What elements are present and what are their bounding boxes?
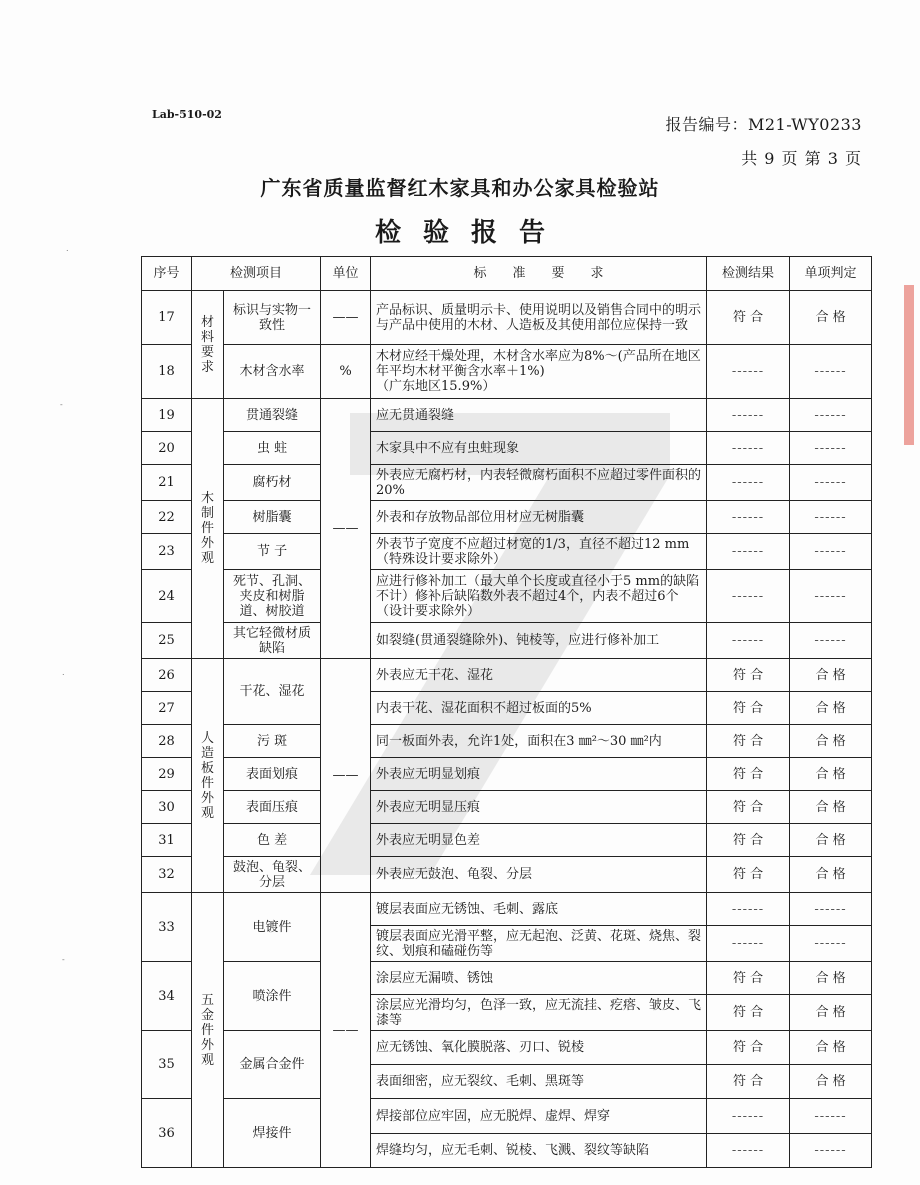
col-unit: 单位 (321, 257, 371, 291)
row-verdict: ------ (790, 432, 872, 465)
row-item: 污 斑 (224, 725, 321, 758)
row-requirement: 产品标识、质量明示卡、使用说明以及销售合同中的明示与产品中使用的木材、人造板及其使用部位应保持一致 (371, 291, 707, 345)
row-result: ------ (707, 1099, 790, 1134)
row-seq: 34 (142, 962, 192, 1031)
row-seq: 35 (142, 1031, 192, 1099)
row-result: 符 合 (707, 857, 790, 893)
row-result: 符 合 (707, 995, 790, 1031)
row-seq: 31 (142, 824, 192, 857)
row-requirement: 应无贯通裂缝 (371, 399, 707, 432)
row-item: 贯通裂缝 (224, 399, 321, 432)
row-result: 符 合 (707, 692, 790, 725)
row-requirement: 外表应无明显压痕 (371, 791, 707, 824)
row-verdict: 合 格 (790, 291, 872, 345)
red-stamp-edge (904, 285, 914, 445)
row-requirement: 内表干花、湿花面积不超过板面的5% (371, 692, 707, 725)
row-requirement: 表面细密，应无裂纹、毛刺、黑斑等 (371, 1065, 707, 1099)
table-row (142, 570, 872, 623)
table-row (142, 291, 872, 345)
group-label: 人造板件外观 (192, 659, 224, 893)
row-seq: 27 (142, 692, 192, 725)
row-requirement: 镀层表面应光滑平整，应无起泡、泛黄、花斑、烧焦、裂纹、划痕和磕碰伤等 (371, 926, 707, 962)
row-item: 腐朽材 (224, 465, 321, 501)
row-seq: 30 (142, 791, 192, 824)
group-label: 木制件外观 (192, 399, 224, 659)
row-requirement: 外表应无干花、湿花 (371, 659, 707, 692)
row-requirement: 镀层表面应无锈蚀、毛刺、露底 (371, 893, 707, 926)
row-result: 符 合 (707, 1031, 790, 1065)
group-label: 五金件外观 (192, 893, 224, 1168)
row-item: 其它轻微材质缺陷 (224, 623, 321, 659)
col-requirement: 标 准 要 求 (371, 257, 707, 291)
table-row (142, 791, 872, 824)
table-row (142, 501, 872, 534)
row-seq: 17 (142, 291, 192, 345)
row-verdict: ------ (790, 623, 872, 659)
row-requirement: 同一板面外表，允许1处，面积在3 ㎜²～30 ㎜²内 (371, 725, 707, 758)
row-verdict: ------ (790, 534, 872, 570)
row-seq: 32 (142, 857, 192, 893)
col-result: 检测结果 (707, 257, 790, 291)
row-verdict: ------ (790, 1134, 872, 1168)
row-verdict: 合 格 (790, 692, 872, 725)
row-requirement: 外表节子宽度不应超过材宽的1/3，直径不超过12 mm（特殊设计要求除外） (371, 534, 707, 570)
row-unit: —— (321, 893, 371, 1168)
row-result: 符 合 (707, 962, 790, 995)
row-verdict: ------ (790, 501, 872, 534)
col-item: 检测项目 (192, 257, 321, 291)
table-row (142, 659, 872, 692)
row-verdict: ------ (790, 570, 872, 623)
table-row (142, 857, 872, 893)
row-verdict: 合 格 (790, 962, 872, 995)
row-item: 虫 蛀 (224, 432, 321, 465)
row-seq: 36 (142, 1099, 192, 1168)
row-item: 喷涂件 (224, 962, 321, 1031)
report-number: 报告编号：M21-WY0233 (665, 115, 862, 134)
row-item: 金属合金件 (224, 1031, 321, 1099)
row-result: 符 合 (707, 758, 790, 791)
table-row (142, 1031, 872, 1065)
row-seq: 26 (142, 659, 192, 692)
row-seq: 33 (142, 893, 192, 962)
row-requirement: 外表应无腐朽材，内表轻微腐朽面积不应超过零件面积的20% (371, 465, 707, 501)
row-item: 树脂囊 (224, 501, 321, 534)
row-item: 标识与实物一致性 (224, 291, 321, 345)
col-seq: 序号 (142, 257, 192, 291)
row-verdict: ------ (790, 893, 872, 926)
scan-dot: . (62, 668, 65, 677)
row-requirement: 如裂缝(贯通裂缝除外)、钝棱等，应进行修补加工 (371, 623, 707, 659)
table-row (142, 725, 872, 758)
inspection-table (141, 256, 872, 1168)
row-unit: % (321, 345, 371, 399)
row-verdict: 合 格 (790, 1031, 872, 1065)
row-result: 符 合 (707, 291, 790, 345)
row-item: 死节、孔洞、夹皮和树脂道、树胶道 (224, 570, 321, 623)
row-seq: 23 (142, 534, 192, 570)
row-item: 鼓泡、龟裂、分层 (224, 857, 321, 893)
row-requirement: 焊缝均匀，应无毛刺、锐棱、飞溅、裂纹等缺陷 (371, 1134, 707, 1168)
row-seq: 18 (142, 345, 192, 399)
requirement-line: 木材应经干燥处理，木材含水率应为8%～(产品所在地区年平均木材平衡含水率＋1%) (376, 349, 701, 379)
row-result: ------ (707, 432, 790, 465)
row-seq: 29 (142, 758, 192, 791)
row-result: ------ (707, 623, 790, 659)
table-header-row (142, 257, 872, 291)
row-verdict: 合 格 (790, 659, 872, 692)
table-row (142, 758, 872, 791)
row-unit: —— (321, 659, 371, 893)
row-verdict: 合 格 (790, 995, 872, 1031)
table-row (142, 399, 872, 432)
row-result: ------ (707, 399, 790, 432)
row-result: 符 合 (707, 824, 790, 857)
row-verdict: ------ (790, 465, 872, 501)
row-result: ------ (707, 345, 790, 399)
row-item: 节 子 (224, 534, 321, 570)
row-requirement: 外表应无明显色差 (371, 824, 707, 857)
row-item: 木材含水率 (224, 345, 321, 399)
row-item: 电镀件 (224, 893, 321, 962)
row-verdict: ------ (790, 345, 872, 399)
row-result: ------ (707, 570, 790, 623)
col-verdict: 单项判定 (790, 257, 872, 291)
row-result: 符 合 (707, 659, 790, 692)
table-row (142, 432, 872, 465)
row-unit: —— (321, 291, 371, 345)
table-row (142, 824, 872, 857)
row-verdict: 合 格 (790, 758, 872, 791)
row-seq: 25 (142, 623, 192, 659)
page-info: 共 9 页 第 3 页 (741, 149, 862, 168)
row-verdict: 合 格 (790, 857, 872, 893)
row-verdict: 合 格 (790, 824, 872, 857)
row-result: ------ (707, 465, 790, 501)
row-verdict: ------ (790, 926, 872, 962)
row-requirement: 木家具中不应有虫蛀现象 (371, 432, 707, 465)
table-row (142, 893, 872, 926)
report-title: 检验报告 (374, 218, 567, 248)
row-item: 干花、湿花 (224, 659, 321, 725)
row-requirement: 应无锈蚀、氧化膜脱落、刃口、锐棱 (371, 1031, 707, 1065)
row-result: 符 合 (707, 1065, 790, 1099)
row-requirement: 涂层应光滑均匀，色泽一致，应无流挂、疙瘩、皱皮、飞漆等 (371, 995, 707, 1031)
row-seq: 19 (142, 399, 192, 432)
table-row (142, 534, 872, 570)
requirement-note: （广东地区15.9%） (376, 379, 496, 394)
row-requirement (371, 345, 707, 399)
row-verdict: 合 格 (790, 725, 872, 758)
row-item: 焊接件 (224, 1099, 321, 1168)
row-requirement: 焊接部位应牢固，应无脱焊、虚焊、焊穿 (371, 1099, 707, 1134)
row-item: 表面划痕 (224, 758, 321, 791)
row-result: 符 合 (707, 725, 790, 758)
station-name: 广东省质量监督红木家具和办公家具检验站 (260, 176, 660, 200)
row-requirement: 外表应无鼓泡、龟裂、分层 (371, 857, 707, 893)
row-verdict: ------ (790, 1099, 872, 1134)
row-seq: 24 (142, 570, 192, 623)
row-item: 表面压痕 (224, 791, 321, 824)
row-result: ------ (707, 1134, 790, 1168)
row-requirement: 外表应无明显划痕 (371, 758, 707, 791)
row-requirement: 外表和存放物品部位用材应无树脂囊 (371, 501, 707, 534)
row-seq: 20 (142, 432, 192, 465)
table-row (142, 962, 872, 995)
table-row (142, 623, 872, 659)
row-item: 色 差 (224, 824, 321, 857)
row-seq: 28 (142, 725, 192, 758)
table-row (142, 345, 872, 399)
row-seq: 22 (142, 501, 192, 534)
row-seq: 21 (142, 465, 192, 501)
row-unit: —— (321, 399, 371, 659)
row-verdict: 合 格 (790, 791, 872, 824)
row-requirement: 涂层应无漏喷、锈蚀 (371, 962, 707, 995)
scan-dot: - (60, 400, 63, 409)
row-result: ------ (707, 893, 790, 926)
row-result: ------ (707, 501, 790, 534)
scan-dot: - (62, 955, 65, 964)
row-requirement: 应进行修补加工（最大单个长度或直径小于5 mm的缺陷不计）修补后缺陷数外表不超过4个，内表不超过6个（设计要求除外） (371, 570, 707, 623)
group-label: 材料要求 (192, 291, 224, 399)
lab-code: Lab-510-02 (152, 108, 222, 121)
table-row (142, 465, 872, 501)
row-verdict: ------ (790, 399, 872, 432)
table-row (142, 1099, 872, 1134)
scan-dot: . (66, 244, 69, 253)
row-result: 符 合 (707, 791, 790, 824)
row-result: ------ (707, 926, 790, 962)
row-verdict: 合 格 (790, 1065, 872, 1099)
row-result: ------ (707, 534, 790, 570)
